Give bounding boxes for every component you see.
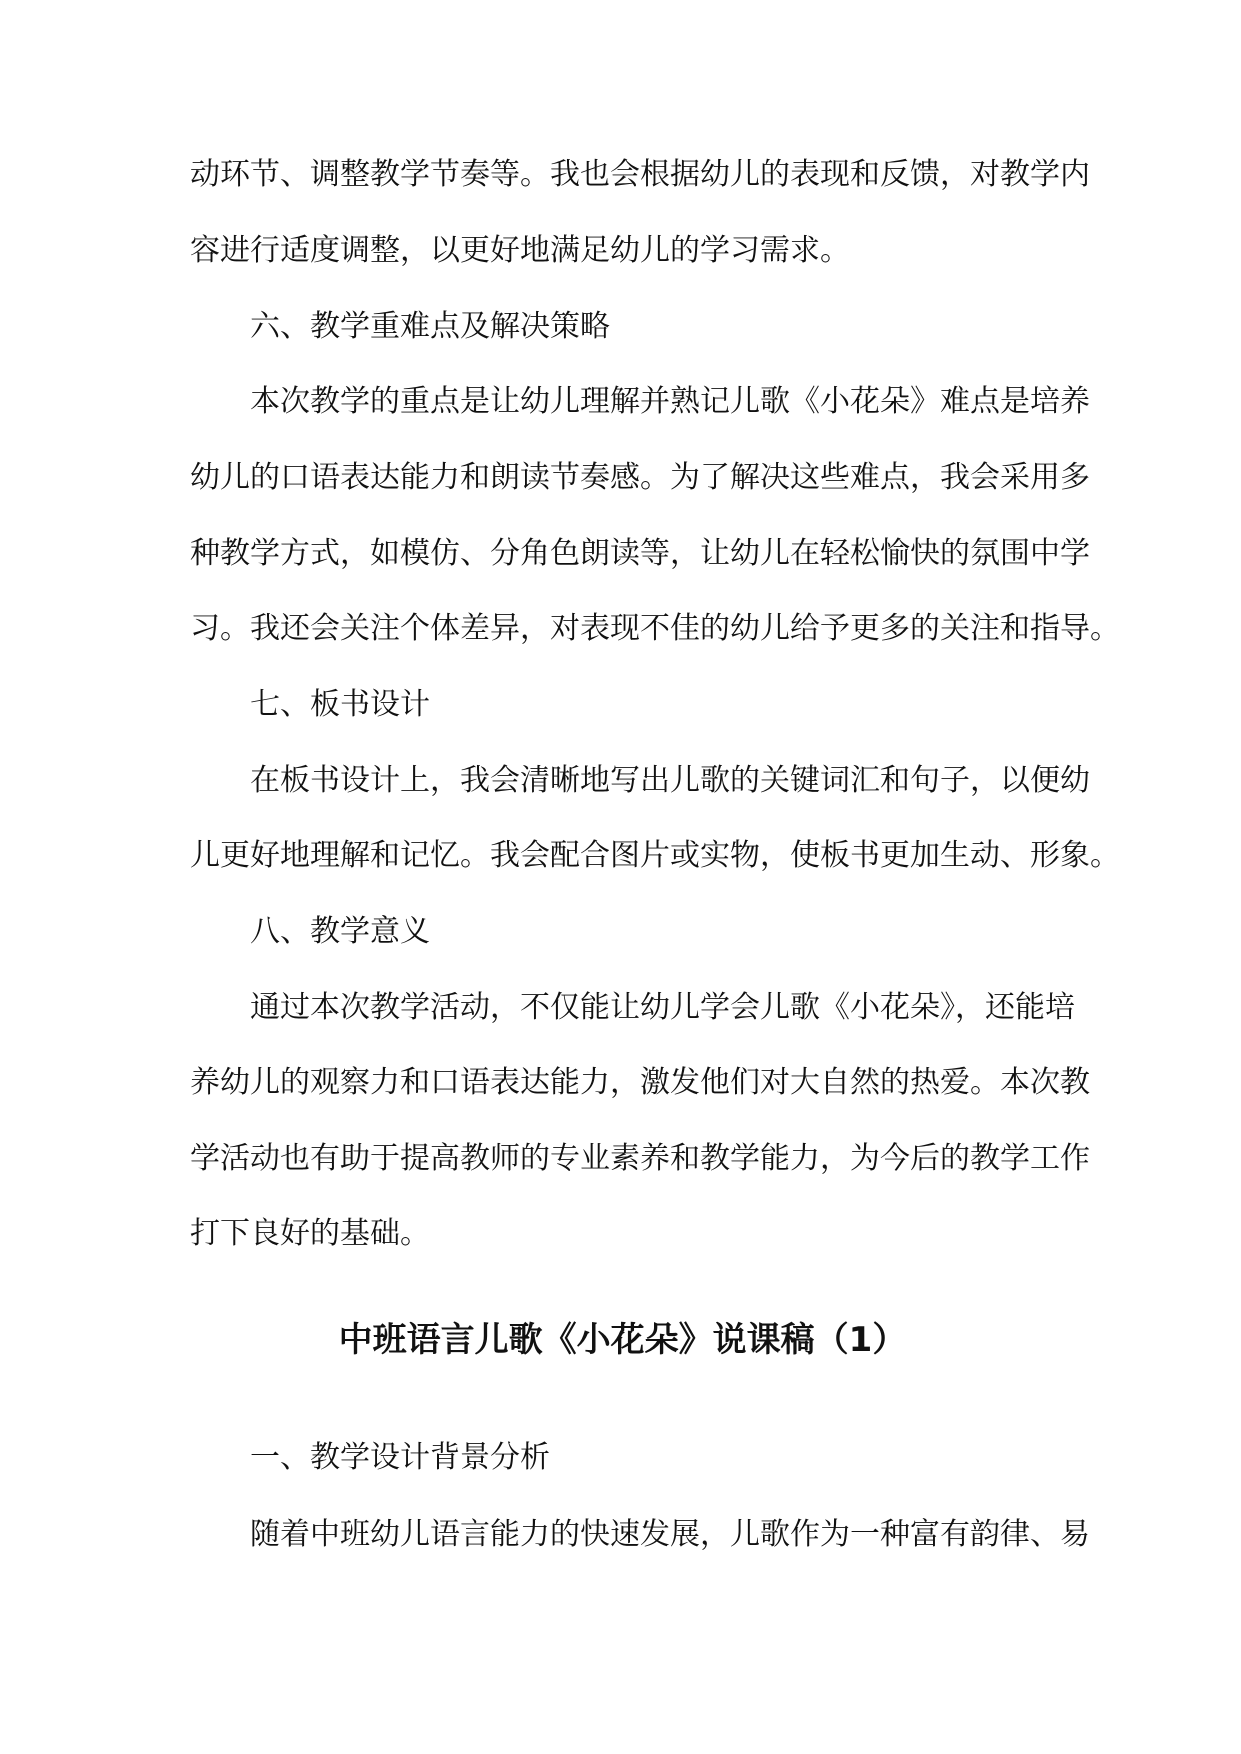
body-text-line: 幼儿的口语表达能力和朗读节奏感。为了解决这些难点，我会采用多 <box>190 460 1090 495</box>
section-heading: 八、教学意义 <box>250 914 430 949</box>
body-text-line: 种教学方式，如模仿、分角色朗读等，让幼儿在轻松愉快的氛围中学 <box>190 536 1090 571</box>
section-heading: 一、教学设计背景分析 <box>250 1440 550 1475</box>
body-text-line: 儿更好地理解和记忆。我会配合图片或实物，使板书更加生动、形象。 <box>190 838 1120 873</box>
body-text-line: 容进行适度调整，以更好地满足幼儿的学习需求。 <box>190 233 850 268</box>
body-text-line: 动环节、调整教学节奏等。我也会根据幼儿的表现和反馈，对教学内 <box>190 157 1090 192</box>
paragraph-first-line: 通过本次教学活动，不仅能让幼儿学会儿歌《小花朵》，还能培 <box>250 990 1075 1025</box>
body-text-line: 习。我还会关注个体差异，对表现不佳的幼儿给予更多的关注和指导。 <box>190 611 1120 646</box>
body-text-line: 学活动也有助于提高教师的专业素养和教学能力，为今后的教学工作 <box>190 1141 1090 1176</box>
section-heading: 七、板书设计 <box>250 687 430 722</box>
paragraph-first-line: 本次教学的重点是让幼儿理解并熟记儿歌《小花朵》难点是培养 <box>250 384 1090 419</box>
section-heading: 六、教学重难点及解决策略 <box>250 309 610 344</box>
paragraph-first-line: 在板书设计上，我会清晰地写出儿歌的关键词汇和句子，以便幼 <box>250 763 1090 798</box>
body-text-line: 养幼儿的观察力和口语表达能力，激发他们对大自然的热爱。本次教 <box>190 1065 1090 1100</box>
paragraph-first-line: 随着中班幼儿语言能力的快速发展，儿歌作为一种富有韵律、易 <box>250 1517 1090 1552</box>
document-title: 中班语言儿歌《小花朵》说课稿（1） <box>338 1320 907 1360</box>
body-text-line: 打下良好的基础。 <box>190 1216 430 1251</box>
